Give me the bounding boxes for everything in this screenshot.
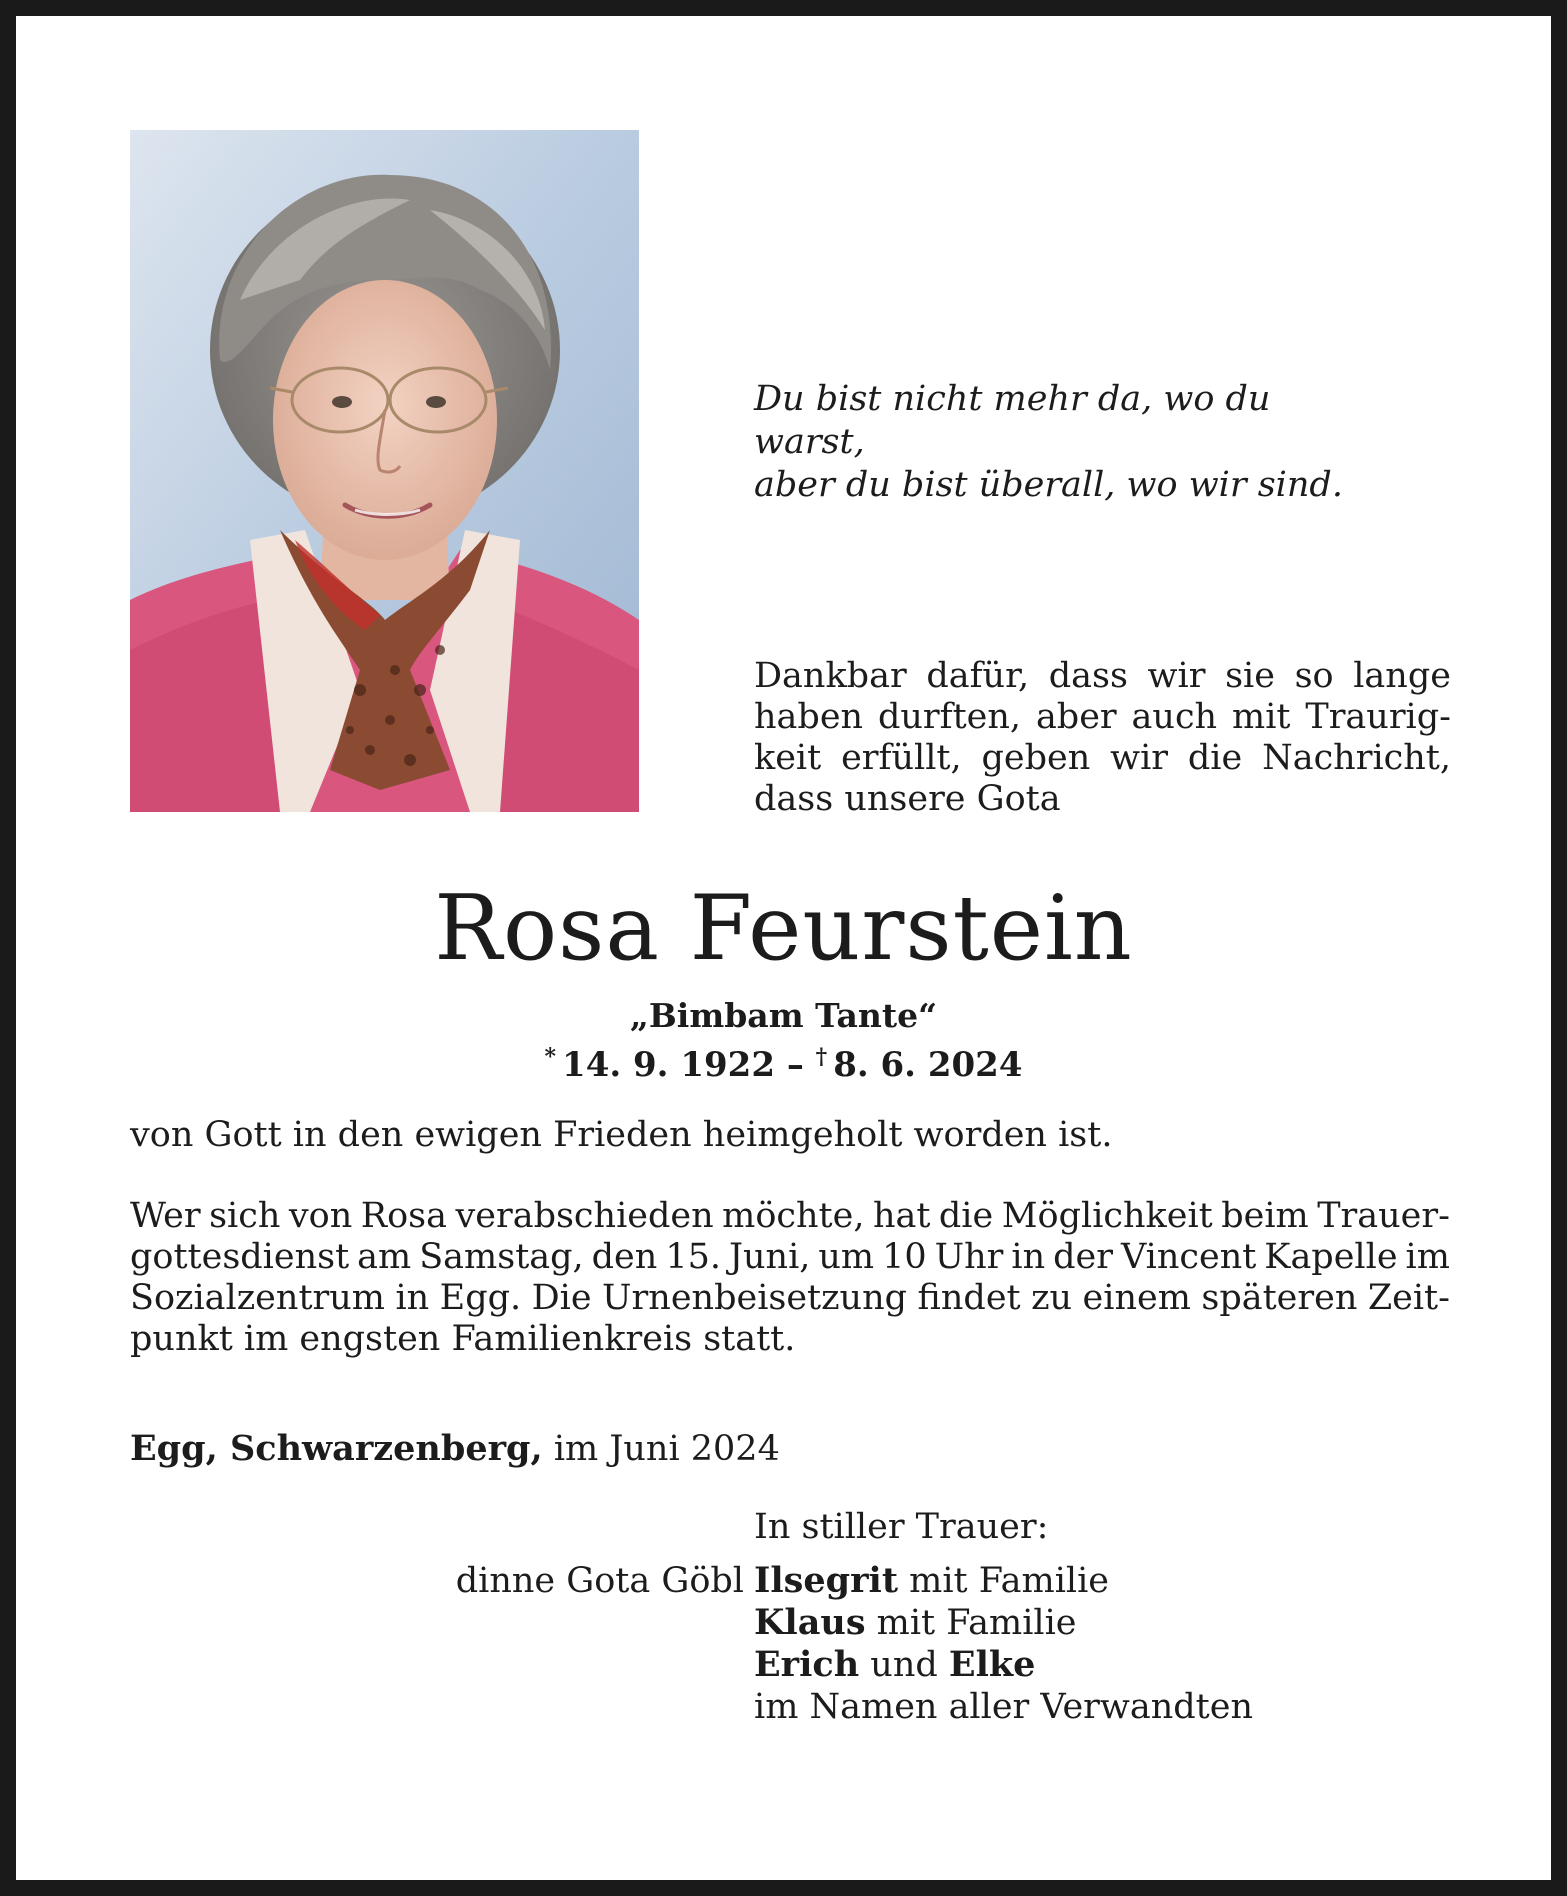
mourner-entry xyxy=(754,1644,1253,1686)
death-symbol: † xyxy=(815,1044,828,1070)
place-and-date xyxy=(130,1428,1130,1470)
funeral-word: hat xyxy=(872,1196,931,1236)
funeral-word: 10 xyxy=(882,1237,927,1277)
intro-word: die xyxy=(1187,738,1243,778)
death-date: 8. 6. 2024 xyxy=(833,1045,1023,1085)
intro-word: Traurig- xyxy=(1305,697,1451,737)
funeral-word: möchte, xyxy=(722,1196,865,1236)
quote-line: Du bist nicht mehr da, wo du warst, xyxy=(754,379,1271,462)
funeral-word: 15. xyxy=(665,1237,721,1277)
intro-word: aber xyxy=(1035,697,1117,737)
funeral-word: Urnenbeisetzung xyxy=(602,1278,908,1318)
funeral-word: Die xyxy=(531,1278,592,1318)
funeral-word: um xyxy=(818,1237,875,1277)
place-names: Egg, Schwarzenberg, xyxy=(130,1428,543,1469)
mourners-closing: im Namen aller Verwandten xyxy=(754,1687,1253,1727)
place-date: im Juni 2024 xyxy=(542,1429,780,1469)
intro-word: sie xyxy=(1225,656,1275,696)
intro-word: haben xyxy=(754,697,864,737)
funeral-word: Rosa xyxy=(360,1196,447,1236)
intro-word: so xyxy=(1294,656,1334,696)
funeral-word: die xyxy=(938,1196,994,1236)
intro-word: dafür, xyxy=(926,656,1030,696)
funeral-word: gottesdienst xyxy=(130,1237,350,1277)
funeral-word: Sozialzentrum xyxy=(130,1278,385,1318)
funeral-word: verabschieden xyxy=(455,1196,714,1236)
body-line: von Gott in den ewigen Frieden heimgeholt worden ist. xyxy=(130,1115,1113,1155)
mourner-conjunction: und xyxy=(859,1645,949,1685)
deceased-name: Rosa Feurstein xyxy=(434,876,1133,981)
mourner-entry xyxy=(754,1560,1253,1602)
funeral-word: in xyxy=(395,1278,430,1318)
date-dash: – xyxy=(786,1045,804,1085)
funeral-line xyxy=(130,1196,1450,1237)
funeral-word: zu xyxy=(1031,1278,1073,1318)
mourner-name: Erich xyxy=(754,1644,860,1685)
funeral-word: Juni, xyxy=(728,1237,811,1277)
funeral-word: Zeit- xyxy=(1367,1278,1450,1318)
mourners-list xyxy=(754,1560,1253,1728)
funeral-word: einem xyxy=(1082,1278,1191,1318)
funeral-word: Möglichkeit xyxy=(1001,1196,1213,1236)
intro-last-line: dass unsere Gota xyxy=(754,779,1061,819)
funeral-word: Kapelle xyxy=(1264,1237,1398,1277)
mourner-note: mit Familie xyxy=(898,1561,1109,1601)
funeral-word: Samstag, xyxy=(419,1237,584,1277)
mourner-note: mit Familie xyxy=(865,1603,1077,1643)
life-dates xyxy=(16,1035,1551,1087)
intro-line xyxy=(754,697,1451,738)
intro-word: durften, xyxy=(877,697,1022,737)
intro-word: geben xyxy=(981,738,1091,778)
funeral-word: Wer xyxy=(130,1196,201,1236)
mourner-name: Klaus xyxy=(754,1602,866,1643)
mourner-name: Ilsegrit xyxy=(754,1560,899,1601)
intro-word: mit xyxy=(1232,697,1291,737)
funeral-word: Trauer- xyxy=(1317,1196,1450,1236)
intro-word: Nachricht, xyxy=(1262,738,1451,778)
intro-word: wir xyxy=(1110,738,1169,778)
funeral-word: in xyxy=(1011,1237,1046,1277)
funeral-word: im xyxy=(1405,1237,1450,1277)
deceased-nickname: „Bimbam Tante“ xyxy=(629,996,938,1035)
obituary-card xyxy=(16,16,1551,1880)
birth-symbol: * xyxy=(544,1044,557,1070)
mourner-name: Elke xyxy=(948,1644,1036,1685)
funeral-word: beim xyxy=(1221,1196,1309,1236)
mourner-entry xyxy=(754,1602,1253,1644)
funeral-word: Egg. xyxy=(439,1278,522,1318)
funeral-word: am xyxy=(357,1237,412,1277)
intro-word: lange xyxy=(1353,656,1451,696)
funeral-line xyxy=(130,1278,1450,1319)
intro-word: dass xyxy=(1048,656,1128,696)
intro-word: erfüllt, xyxy=(841,738,962,778)
funeral-last-line: punkt im engsten Familienkreis statt. xyxy=(130,1319,796,1359)
intro-line xyxy=(754,738,1451,779)
funeral-word: Vincent xyxy=(1120,1237,1257,1277)
funeral-word: findet xyxy=(917,1278,1021,1318)
intro-line xyxy=(754,656,1451,697)
funeral-word: von xyxy=(288,1196,353,1236)
funeral-word: späteren xyxy=(1201,1278,1358,1318)
memorial-quote xyxy=(754,378,1374,507)
funeral-word: Uhr xyxy=(934,1237,1004,1277)
intro-word: wir xyxy=(1147,656,1206,696)
funeral-word: den xyxy=(591,1237,658,1277)
funeral-word: sich xyxy=(209,1196,281,1236)
portrait-photo xyxy=(130,130,639,812)
quote-line: aber du bist überall, wo wir sind. xyxy=(754,465,1343,505)
intro-paragraph xyxy=(754,656,1454,820)
funeral-paragraph xyxy=(130,1196,1450,1360)
intro-word: keit xyxy=(754,738,822,778)
intro-word: Dankbar xyxy=(754,656,907,696)
mourners-title: In stiller Trauer: xyxy=(754,1507,1049,1547)
intro-word: auch xyxy=(1131,697,1218,737)
portrait-image xyxy=(130,130,639,812)
funeral-line xyxy=(130,1237,1450,1278)
birth-date: 14. 9. 1922 xyxy=(562,1045,775,1085)
mourners-signer: dinne Gota Göbl xyxy=(455,1561,744,1601)
funeral-word: der xyxy=(1053,1237,1113,1277)
